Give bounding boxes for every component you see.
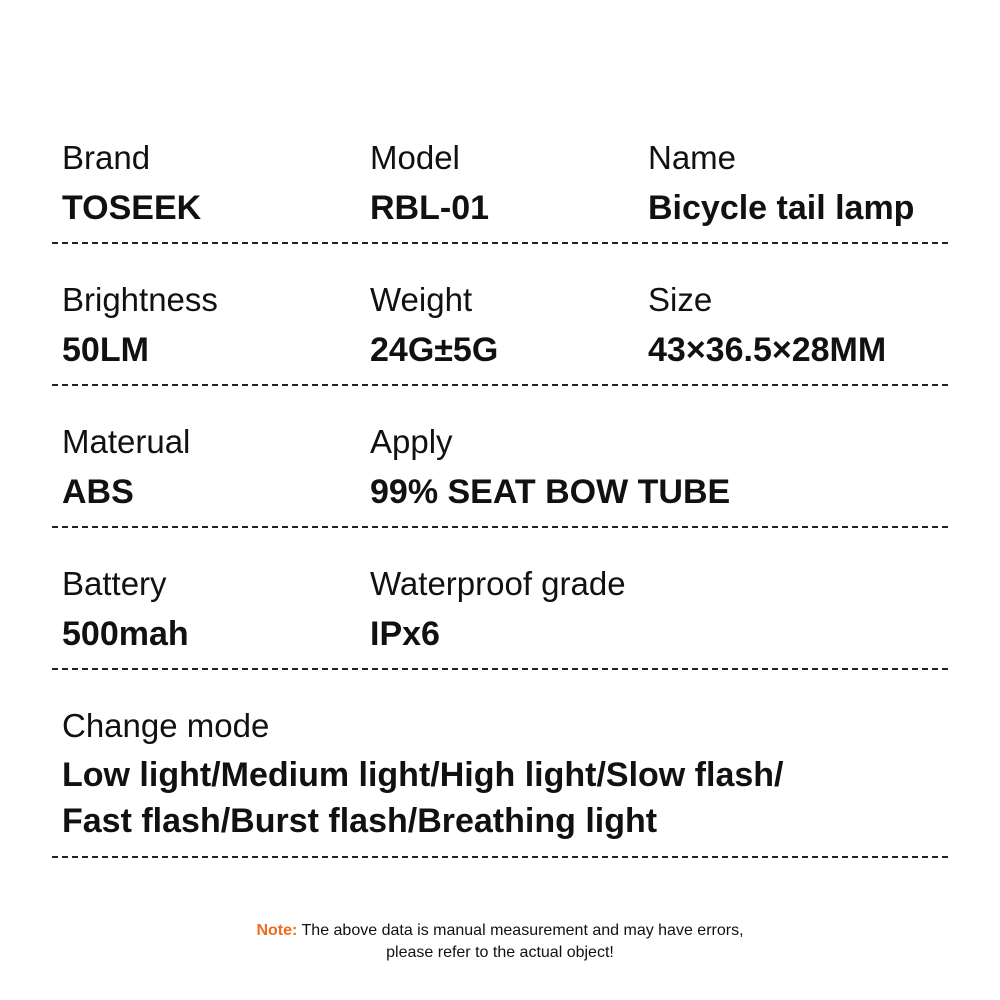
- note-line-1: [0, 920, 1000, 942]
- weight-value: 24G±5G: [370, 331, 499, 369]
- note-label: Note:: [256, 922, 298, 939]
- apply-cell: [370, 422, 730, 512]
- apply-label: Apply: [370, 423, 453, 460]
- change-mode-line-1: Low light/Medium light/High light/Slow flash/: [62, 756, 784, 794]
- model-cell: [370, 138, 489, 228]
- model-label: Model: [370, 139, 460, 176]
- divider: [52, 242, 948, 244]
- battery-value: 500mah: [62, 615, 189, 653]
- size-value: 43×36.5×28MM: [648, 331, 887, 369]
- size-label: Size: [648, 281, 713, 318]
- weight-label: Weight: [370, 281, 473, 318]
- disclaimer-note: [0, 920, 1000, 964]
- weight-cell: [370, 280, 498, 370]
- waterproof-label: Waterproof grade: [370, 565, 626, 602]
- battery-cell: [62, 564, 189, 654]
- brand-cell: [62, 138, 201, 228]
- material-label: Materual: [62, 423, 191, 460]
- change-mode-value: [62, 752, 942, 844]
- divider: [52, 856, 948, 858]
- name-value: Bicycle tail lamp: [648, 189, 915, 227]
- divider: [52, 526, 948, 528]
- note-text-2: please refer to the actual object!: [386, 944, 614, 961]
- name-label: Name: [648, 139, 737, 176]
- waterproof-cell: [370, 564, 626, 654]
- waterproof-value: IPx6: [370, 615, 440, 653]
- note-text-1: The above data is manual measurement and may have errors,: [301, 922, 744, 939]
- model-value: RBL-01: [370, 189, 490, 227]
- size-cell: [648, 280, 886, 370]
- brightness-value: 50LM: [62, 331, 149, 369]
- brightness-cell: [62, 280, 218, 370]
- brand-value: TOSEEK: [62, 189, 202, 227]
- change-mode-line-2: Fast flash/Burst flash/Breathing light: [62, 802, 658, 840]
- change-mode-cell: [62, 706, 942, 844]
- divider: [52, 668, 948, 670]
- divider: [52, 384, 948, 386]
- material-cell: [62, 422, 190, 512]
- name-cell: [648, 138, 914, 228]
- material-value: ABS: [62, 473, 134, 511]
- battery-label: Battery: [62, 565, 167, 602]
- brand-label: Brand: [62, 139, 151, 176]
- apply-value: 99% SEAT BOW TUBE: [370, 473, 731, 511]
- change-mode-label: Change mode: [62, 707, 270, 744]
- brightness-label: Brightness: [62, 281, 218, 318]
